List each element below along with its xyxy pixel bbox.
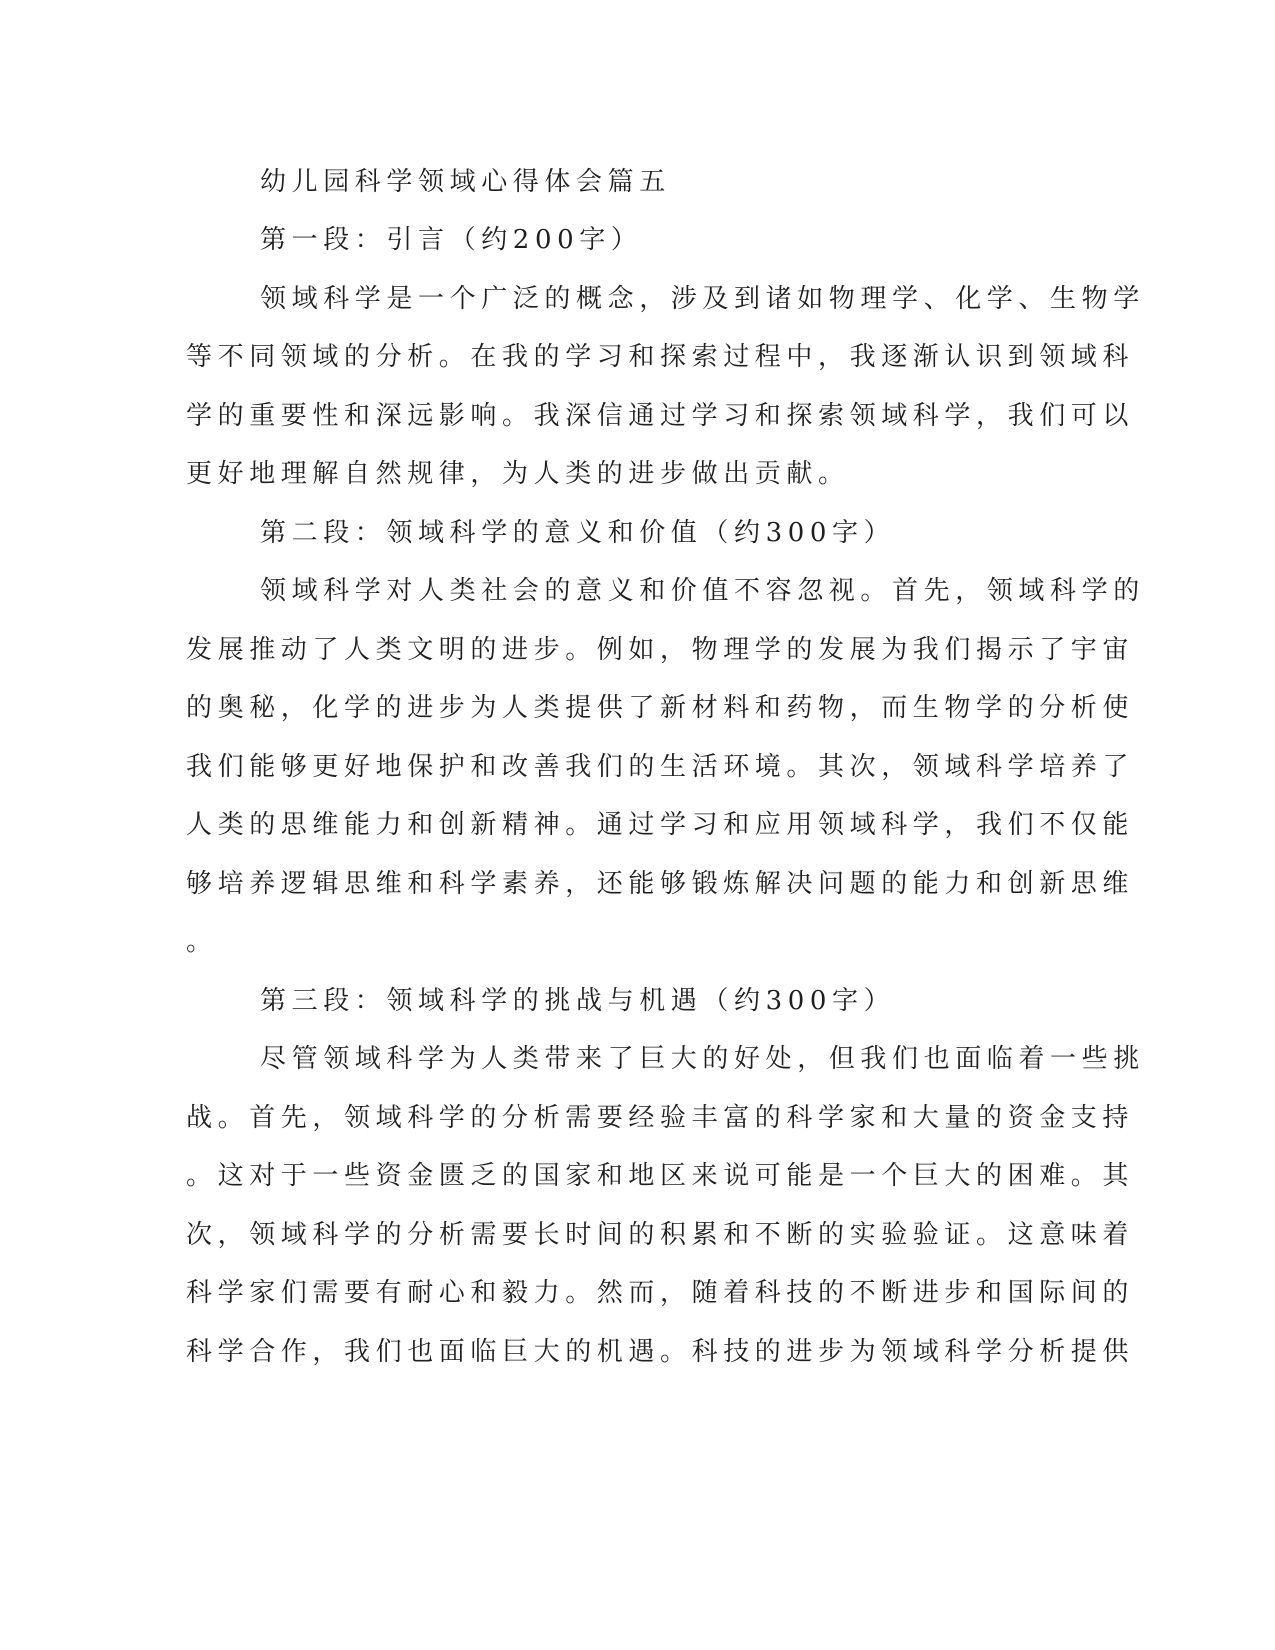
- section-1-line-1: 领域科学是一个广泛的概念，涉及到诸如物理学、化学、生物学: [260, 284, 1145, 314]
- section-3-line-4: 次，领域科学的分析需要长时间的积累和不断的实验验证。这意味着: [186, 1220, 1135, 1250]
- section-3-line-2: 战。首先，领域科学的分析需要经验丰富的科学家和大量的资金支持: [186, 1103, 1135, 1133]
- section-3-line-3: 。这对于一些资金匮乏的国家和地区来说可能是一个巨大的困难。其: [186, 1161, 1135, 1191]
- section-3-line-1: 尽管领域科学为人类带来了巨大的好处，但我们也面临着一些挑: [260, 1044, 1145, 1074]
- section-2-line-1: 领域科学对人类社会的意义和价值不容忽视。首先，领域科学的: [260, 576, 1145, 606]
- section-1-line-2: 等不同领域的分析。在我的学习和探索过程中，我逐渐认识到领域科: [186, 342, 1135, 372]
- section-2-line-2: 发展推动了人类文明的进步。例如，物理学的发展为我们揭示了宇宙: [186, 635, 1135, 665]
- section-2-line-3: 的奥秘，化学的进步为人类提供了新材料和药物，而生物学的分析使: [186, 693, 1135, 723]
- section-3-line-6: 科学合作，我们也面临巨大的机遇。科技的进步为领域科学分析提供: [186, 1337, 1135, 1367]
- document-title: 幼儿园科学领域心得体会篇五: [260, 167, 671, 197]
- section-1-line-4: 更好地理解自然规律，为人类的进步做出贡献。: [186, 459, 850, 489]
- section-3-line-5: 科学家们需要有耐心和毅力。然而，随着科技的不断进步和国际间的: [186, 1278, 1135, 1308]
- section-2-line-6: 够培养逻辑思维和科学素养，还能够锻炼解决问题的能力和创新思维: [186, 869, 1135, 899]
- section-2-line-7: 。: [186, 927, 218, 957]
- section-2-line-4: 我们能够更好地保护和改善我们的生活环境。其次，领域科学培养了: [186, 752, 1135, 782]
- section-3-heading: 第三段：领域科学的挑战与机遇（约300字）: [260, 986, 896, 1016]
- section-1-line-3: 学的重要性和深远影响。我深信通过学习和探索领域科学，我们可以: [186, 401, 1135, 431]
- section-2-heading: 第二段：领域科学的意义和价值（约300字）: [260, 518, 896, 548]
- section-2-line-5: 人类的思维能力和创新精神。通过学习和应用领域科学，我们不仅能: [186, 810, 1135, 840]
- section-1-heading: 第一段：引言（约200字）: [260, 225, 643, 255]
